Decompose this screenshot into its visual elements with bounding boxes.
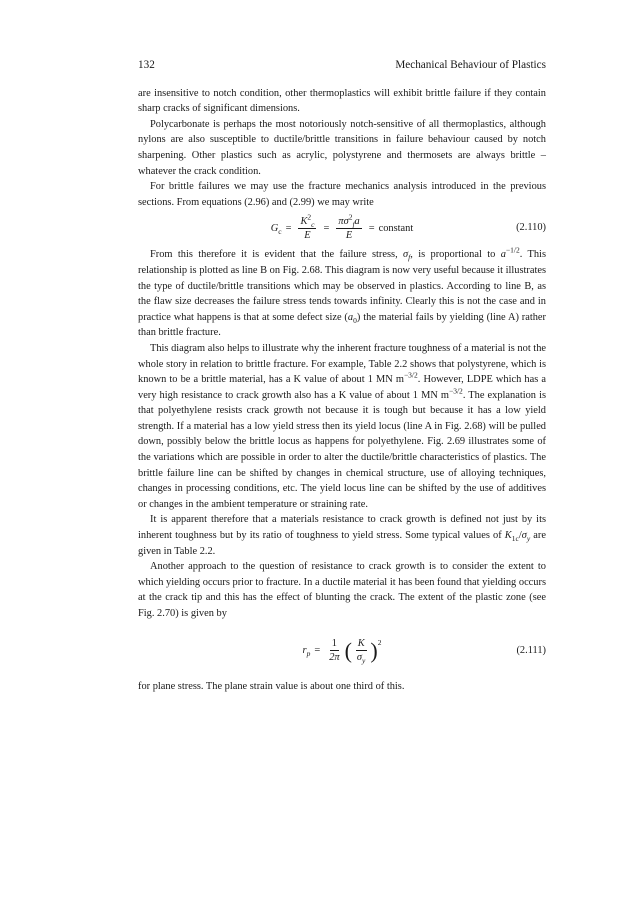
paragraph-failure-stress: From this therefore it is evident that the failure stress, $\sigma_f$, is proportional to $a^{-1/2}$. This relationship is plotted as line B on Fig. 2.68. This diagram is now very useful because it illustrates the type of ductile/brittle transitions which may be observed in plastics. According to line B, as the flaw size decreases the failure stress tends towards infinity. Clearly this is not the case and in practice what happens is that at some defect size $(a_0)$ the material fails by yielding (line A) rather than brittle fracture. bbox=[138, 245, 547, 339]
eq2-lhs: $r_p$ bbox=[302, 644, 311, 658]
eq2-prefactor: $\frac{1}{2\pi}$ bbox=[329, 638, 340, 664]
paragraph-crack-resistance: It is apparent therefore that a materials resistance to crack growth is defined not just by its inherent toughness but by its ratio of toughness to yield stress. Some typical values of $K_{1c}/\sigma_y$ are given in Table 2.2. bbox=[138, 514, 546, 557]
equation-number-2-111: (2.111) bbox=[516, 644, 546, 656]
equation-2-111: $r_p$ = $\frac{1}{2\pi}$ ( $\frac{K}{\sigma_y}$ ) $^2$ (2.111) bbox=[302, 637, 546, 666]
page bbox=[138, 58, 546, 694]
running-title: Mechanical Behaviour of Plastics bbox=[395, 59, 546, 71]
paragraph-continuation: are insensitive to notch condition, other thermoplastics will exhibit brittle failure if they contain sharp cracks of significant dimensions. bbox=[138, 87, 546, 115]
paragraph-brittle-failures: For brittle failures we may use the fracture mechanics analysis introduced in the previous sections. From equations (2.96) and (2.99) we may write bbox=[138, 181, 546, 208]
paragraph-plane-stress: for plane stress. The plane strain value is about one third of this. bbox=[138, 680, 405, 692]
eq1-rhs: constant bbox=[378, 222, 414, 234]
equation-2-110: $G_c$ = $\frac{K^2_c}{E}$ = $\frac{\pi\sigma^2_fa}{E}$ = constant (2.110) bbox=[270, 212, 546, 241]
paragraph-plastic-zone: Another approach to the question of resistance to crack growth is to consider the extent to which yielding occurs prior to fracture. In a ductile material it has been found that yielding occurs at the crack tip and this has the effect of blunting the crack. The extent of the plastic zone (see Fig. 2.70) is given by bbox=[138, 561, 546, 619]
eq2-inner-fraction: $\frac{K}{\sigma_y}$ bbox=[356, 638, 366, 666]
paragraph-fracture-toughness: This diagram also helps to illustrate why the inherent fracture toughness of a material is not the whole story in relation to brittle fracture. For example, Table 2.2 shows that polystyrene, which is known to be a brittle material, has a K value of about 1 MN $m^{-3/2}$. However, LDPE which has a very high resistance to crack growth also has a K value of about 1 MN $m^{-3/2}$. The explanation is that polyethylene resists crack growth not because it is tough but because it has a low yield strength. If a material has a low yield stress then its yield locus (line A in Fig. 2.68) will be pulled down, possibly below the brittle locus as happens for polyethylene. Fig. 2.69 illustrates some of the variations which are possible in order to alter the ductile/brittle characteristics of plastics. The brittle failure line can be shifted by changes in chemical structure, use of alloying techniques, changes in processing conditions, etc. The yield locus line can be shifted by the use of additives or changes in the ambient temperature or straining rate. bbox=[138, 342, 546, 510]
equation-number-2-110: (2.110) bbox=[516, 222, 546, 234]
eq1-fraction-1: $\frac{K^2_c}{E}$ bbox=[300, 212, 315, 241]
page-number: 132 bbox=[138, 59, 155, 71]
paragraph-polycarbonate: Polycarbonate is perhaps the most notoriously notch-sensitive of all thermoplastics, although nylons are also susceptible to ductile/brittle transitions in failure behaviour caused by notch sharpening. Other plastics such as acrylic, polystyrene and thermosets are always brittle – whatever the crack condition. bbox=[138, 118, 546, 177]
running-header bbox=[138, 58, 546, 74]
eq1-lhs: $G_c$ bbox=[270, 222, 282, 236]
eq1-fraction-2: $\frac{\pi\sigma^2_fa}{E}$ bbox=[338, 212, 360, 241]
